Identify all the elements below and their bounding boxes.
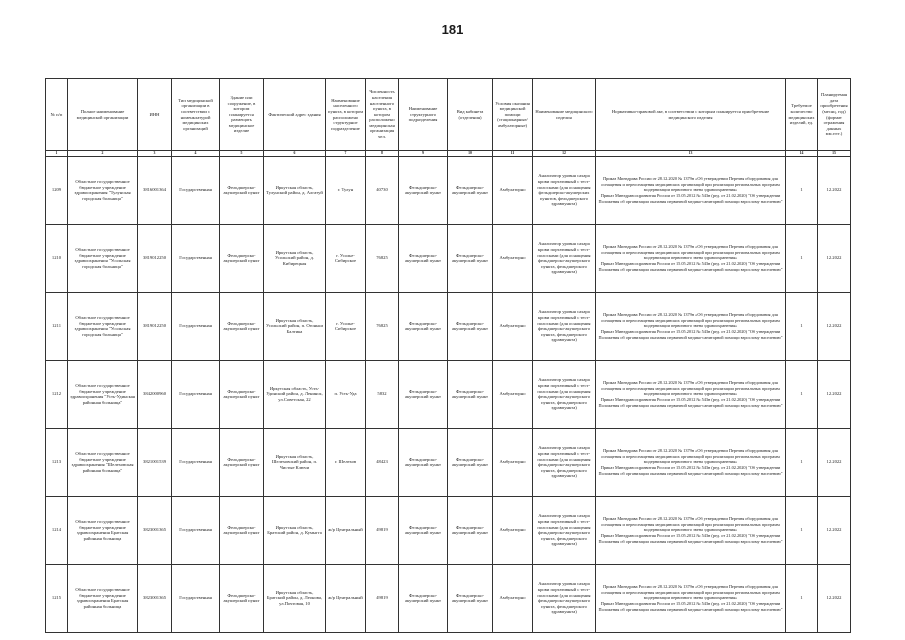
row-number: 1214 bbox=[46, 496, 68, 564]
purchase-date-cell: 12.2022 bbox=[818, 496, 851, 564]
settlement-cell: г. Усолье-Сибирское bbox=[326, 292, 366, 360]
legal-act-line: Приказ Минздрава России от 28.12.2020 № 1379н «Об утверждении Перечня оборудования для оснащения и переоснащения медицинских организаций при реализации региональных программ модернизации первичного звена здравоохранения» bbox=[601, 312, 780, 329]
legal-act-line: Приказ Минздрава России от 28.12.2020 № 1379н «Об утверждении Перечня оборудования для оснащения и переоснащения медицинских организаций при реализации региональных программ модернизации первичного звена здравоохранения» bbox=[601, 380, 780, 397]
legal-act-cell bbox=[596, 224, 786, 292]
legal-act-cell bbox=[596, 564, 786, 632]
quantity-cell: 1 bbox=[786, 360, 818, 428]
building-cell: Фельдшерско-акушерский пункт bbox=[220, 224, 264, 292]
column-header: Вид кабинета (отделения) bbox=[448, 79, 493, 151]
legal-act-line: Приказ Минздрава России от 28.12.2020 № 1379н «Об утверждении Перечня оборудования для оснащения и переоснащения медицинских организаций при реализации региональных программ модернизации первичного звена здравоохранения» bbox=[601, 448, 780, 465]
cabinet-cell: Фельдшерско-акушерский пункт bbox=[448, 224, 493, 292]
column-header: Наименование структурного подразделения bbox=[399, 79, 448, 151]
column-number: 10 bbox=[448, 151, 493, 157]
column-number: 3 bbox=[138, 151, 172, 157]
header-row bbox=[46, 79, 851, 151]
quantity-cell: 1 bbox=[786, 428, 818, 496]
table-row bbox=[46, 224, 851, 292]
settlement-cell: г. Шелехов bbox=[326, 428, 366, 496]
address-cell: Иркутская область, Тулунский район, д. Алгатуй bbox=[264, 156, 326, 224]
legal-act-line: Приказ Минздравсоцразвития России от 15.05.2012 № 543н (ред. от 21.02.2020) "Об утверждении Положения об организации оказания первичной медико-санитарной помощи взрослому населению" bbox=[598, 193, 783, 204]
conditions-cell: Амбулаторно bbox=[493, 224, 533, 292]
legal-act-line: Приказ Минздрава России от 28.12.2020 № 1379н «Об утверждении Перечня оборудования для оснащения и переоснащения медицинских организаций при реализации региональных программ модернизации первичного звена здравоохранения» bbox=[601, 584, 780, 601]
device-cell: Анализатор уровня сахара крови портативный с тест-полосками (для оснащения фельдшерско-акушерского пункта, фельдшерского здравпункта) bbox=[533, 360, 596, 428]
organization-type: Государственная bbox=[172, 156, 220, 224]
unit-cell: Фельдшерско-акушерский пункт bbox=[399, 156, 448, 224]
inn-cell: 3819012250 bbox=[138, 224, 172, 292]
conditions-cell: Амбулаторно bbox=[493, 428, 533, 496]
legal-act-line: Приказ Минздравсоцразвития России от 15.05.2012 № 543н (ред. от 21.02.2020) "Об утверждении Положения об организации оказания первичной медико-санитарной помощи взрослому населению" bbox=[598, 465, 783, 476]
legal-act-cell bbox=[596, 496, 786, 564]
table-row bbox=[46, 156, 851, 224]
legal-act-cell bbox=[596, 428, 786, 496]
cabinet-cell: Фельдшерско-акушерский пункт bbox=[448, 496, 493, 564]
population-cell: 76825 bbox=[366, 292, 399, 360]
column-header: № п/п bbox=[46, 79, 68, 151]
device-cell: Анализатор уровня сахара крови портативный с тест-полосками (для оснащения фельдшерско-акушерского пункта, фельдшерского здравпункта) bbox=[533, 428, 596, 496]
column-number: 1 bbox=[46, 151, 68, 157]
address-cell: Иркутская область, Шелеховский район, п. Чистые Ключи bbox=[264, 428, 326, 496]
column-header: Здание или сооружение, в котором планируется размещать медицинское изделие bbox=[220, 79, 264, 151]
legal-act-cell bbox=[596, 156, 786, 224]
unit-cell: Фельдшерско-акушерский пункт bbox=[399, 428, 448, 496]
building-cell: Фельдшерско-акушерский пункт bbox=[220, 428, 264, 496]
quantity-cell: 1 bbox=[786, 564, 818, 632]
organization-type: Государственная bbox=[172, 428, 220, 496]
organization-type: Государственная bbox=[172, 360, 220, 428]
building-cell: Фельдшерско-акушерский пункт bbox=[220, 156, 264, 224]
column-number: 11 bbox=[493, 151, 533, 157]
population-cell: 48423 bbox=[366, 428, 399, 496]
device-cell: Анализатор уровня сахара крови портативный с тест-полосками (для оснащения фельдшерско-акушерского пункта, фельдшерского здравпункта) bbox=[533, 496, 596, 564]
cabinet-cell: Фельдшерско-акушерский пункт bbox=[448, 292, 493, 360]
column-number: 9 bbox=[399, 151, 448, 157]
cabinet-cell: Фельдшерско-акушерский пункт bbox=[448, 428, 493, 496]
population-cell: 5832 bbox=[366, 360, 399, 428]
device-cell: Анализатор уровня сахара крови портативный с тест-полосками (для оснащения фельдшерско-акушерского пункта, фельдшерского здравпункта) bbox=[533, 224, 596, 292]
legal-act-line: Приказ Минздравсоцразвития России от 15.05.2012 № 543н (ред. от 21.02.2020) "Об утверждении Положения об организации оказания первичной медико-санитарной помощи взрослому населению" bbox=[598, 533, 783, 544]
quantity-cell: 1 bbox=[786, 156, 818, 224]
legal-act-cell bbox=[596, 360, 786, 428]
settlement-cell: ж/р Центральный bbox=[326, 564, 366, 632]
organization-type: Государственная bbox=[172, 224, 220, 292]
settlement-cell: п. Усть-Уда bbox=[326, 360, 366, 428]
organization-name: Областное государственное бюджетное учреждение здравоохранения Братская районная больница bbox=[68, 496, 138, 564]
organization-name: Областное государственное бюджетное учреждение здравоохранения "Усть-Удинская районная больница" bbox=[68, 360, 138, 428]
conditions-cell: Амбулаторно bbox=[493, 156, 533, 224]
column-header: Планируемая дата приобретения (месяц, год) (формат отражения данных мм.гггг.) bbox=[818, 79, 851, 151]
unit-cell: Фельдшерско-акушерский пункт bbox=[399, 360, 448, 428]
address-cell: Иркутская область, Усольский район, п. Огоньки Балтика bbox=[264, 292, 326, 360]
column-number: 14 bbox=[786, 151, 818, 157]
column-header: Полное наименование медицинской организации bbox=[68, 79, 138, 151]
column-number: 15 bbox=[818, 151, 851, 157]
quantity-cell: 1 bbox=[786, 292, 818, 360]
table-body bbox=[46, 156, 851, 632]
legal-act-line: Приказ Минздрава России от 28.12.2020 № 1379н «Об утверждении Перечня оборудования для оснащения и переоснащения медицинских организаций при реализации региональных программ модернизации первичного звена здравоохранения» bbox=[601, 176, 780, 193]
cabinet-cell: Фельдшерско-акушерский пункт bbox=[448, 156, 493, 224]
inn-cell: 3823001365 bbox=[138, 564, 172, 632]
quantity-cell: 1 bbox=[786, 496, 818, 564]
row-number: 1210 bbox=[46, 224, 68, 292]
inn-cell: 3821001539 bbox=[138, 428, 172, 496]
legal-act-line: Приказ Минздравсоцразвития России от 15.05.2012 № 543н (ред. от 21.02.2020) "Об утверждении Положения об организации оказания первичной медико-санитарной помощи взрослому населению" bbox=[598, 601, 783, 612]
unit-cell: Фельдшерско-акушерский пункт bbox=[399, 292, 448, 360]
column-number: 13 bbox=[596, 151, 786, 157]
address-cell: Иркутская область, Усольский район, д. Кибирецкая bbox=[264, 224, 326, 292]
cabinet-cell: Фельдшерско-акушерский пункт bbox=[448, 360, 493, 428]
medical-equipment-table bbox=[45, 78, 851, 633]
organization-name: Областное государственное бюджетное учреждение здравоохранения "Усольская городская больница" bbox=[68, 224, 138, 292]
unit-cell: Фельдшерско-акушерский пункт bbox=[399, 224, 448, 292]
column-number: 7 bbox=[326, 151, 366, 157]
quantity-cell: 1 bbox=[786, 224, 818, 292]
population-cell: 76825 bbox=[366, 224, 399, 292]
address-cell: Иркутская область, Братский район, д. Леонова, ул.Почтовая, 10 bbox=[264, 564, 326, 632]
column-header: Требуемое количество медицинских изделий, ед. bbox=[786, 79, 818, 151]
column-number: 2 bbox=[68, 151, 138, 157]
cabinet-cell: Фельдшерско-акушерский пункт bbox=[448, 564, 493, 632]
column-number: 6 bbox=[264, 151, 326, 157]
table-row bbox=[46, 564, 851, 632]
device-cell: Анализатор уровня сахара крови портативный с тест-полосками (для оснащения фельдшерско-акушерских пунктов, фельдшерского здравпункта) bbox=[533, 156, 596, 224]
building-cell: Фельдшерско-акушерский пункт bbox=[220, 564, 264, 632]
column-header: Наименование медицинского изделия bbox=[533, 79, 596, 151]
column-header: ИНН bbox=[138, 79, 172, 151]
device-cell: Анализатор уровня сахара крови портативный с тест-полосками (для оснащения фельдшерско-акушерского пункта, фельдшерского здравпункта) bbox=[533, 292, 596, 360]
column-header: Нормативно-правовой акт, в соответствии с которым планируется приобретение медицинского изделия bbox=[596, 79, 786, 151]
page-number: 181 bbox=[441, 22, 464, 37]
settlement-cell: г. Тулун bbox=[326, 156, 366, 224]
column-number: 5 bbox=[220, 151, 264, 157]
purchase-date-cell: 12.2022 bbox=[818, 292, 851, 360]
column-header: Фактический адрес здания bbox=[264, 79, 326, 151]
row-number: 1209 bbox=[46, 156, 68, 224]
population-cell: 40730 bbox=[366, 156, 399, 224]
organization-name: Областное государственное бюджетное учреждение здравоохранения "Усольская городская больница" bbox=[68, 292, 138, 360]
row-number: 1213 bbox=[46, 428, 68, 496]
population-cell: 49819 bbox=[366, 564, 399, 632]
purchase-date-cell: 12.2022 bbox=[818, 564, 851, 632]
legal-act-cell bbox=[596, 292, 786, 360]
settlement-cell: г. Усолье-Сибирское bbox=[326, 224, 366, 292]
inn-cell: 3819012250 bbox=[138, 292, 172, 360]
column-number: 8 bbox=[366, 151, 399, 157]
column-header: Наименование населенного пункта, в котором расположено структурное подразделение bbox=[326, 79, 366, 151]
inn-cell: 3842000960 bbox=[138, 360, 172, 428]
legal-act-line: Приказ Минздрава России от 28.12.2020 № 1379н «Об утверждении Перечня оборудования для оснащения и переоснащения медицинских организаций при реализации региональных программ модернизации первичного звена здравоохранения» bbox=[601, 244, 780, 261]
inn-cell: 3816001364 bbox=[138, 156, 172, 224]
organization-type: Государственная bbox=[172, 564, 220, 632]
organization-name: Областное государственное бюджетное учреждение здравоохранения "Тулунская городская больница" bbox=[68, 156, 138, 224]
conditions-cell: Амбулаторно bbox=[493, 564, 533, 632]
unit-cell: Фельдшерско-акушерский пункт bbox=[399, 564, 448, 632]
legal-act-line: Приказ Минздравсоцразвития России от 15.05.2012 № 543н (ред. от 21.02.2020) "Об утверждении Положения об организации оказания первичной медико-санитарной помощи взрослому населению" bbox=[598, 397, 783, 408]
conditions-cell: Амбулаторно bbox=[493, 360, 533, 428]
address-cell: Иркутская область, Усть-Удинский район, д. Ленинск, ул.Советская, 22 bbox=[264, 360, 326, 428]
table-row bbox=[46, 360, 851, 428]
building-cell: Фельдшерско-акушерский пункт bbox=[220, 360, 264, 428]
settlement-cell: ж/р Центральный bbox=[326, 496, 366, 564]
legal-act-line: Приказ Минздравсоцразвития России от 15.05.2012 № 543н (ред. от 21.02.2020) "Об утверждении Положения об организации оказания первичной медико-санитарной помощи взрослому населению" bbox=[598, 329, 783, 340]
organization-name: Областное государственное бюджетное учреждение здравоохранения "Шелеховская районная больница" bbox=[68, 428, 138, 496]
column-number: 4 bbox=[172, 151, 220, 157]
purchase-date-cell: 12.2022 bbox=[818, 428, 851, 496]
inn-cell: 3823001365 bbox=[138, 496, 172, 564]
conditions-cell: Амбулаторно bbox=[493, 292, 533, 360]
purchase-date-cell: 12.2022 bbox=[818, 360, 851, 428]
organization-type: Государственная bbox=[172, 496, 220, 564]
building-cell: Фельдшерско-акушерский пункт bbox=[220, 292, 264, 360]
column-header: Тип медицинской организации в соответствии с номенклатурой медицинских организаций bbox=[172, 79, 220, 151]
table-row bbox=[46, 292, 851, 360]
legal-act-line: Приказ Минздрава России от 28.12.2020 № 1379н «Об утверждении Перечня оборудования для оснащения и переоснащения медицинских организаций при реализации региональных программ модернизации первичного звена здравоохранения» bbox=[601, 516, 780, 533]
column-header: Численность населения населенного пункта, в котором расположено медицинская организация чел. bbox=[366, 79, 399, 151]
unit-cell: Фельдшерско-акушерский пункт bbox=[399, 496, 448, 564]
purchase-date-cell: 12.2022 bbox=[818, 156, 851, 224]
organization-type: Государственная bbox=[172, 292, 220, 360]
building-cell: Фельдшерско-акушерский пункт bbox=[220, 496, 264, 564]
address-cell: Иркутская область, Братский район, д. Кумыгга bbox=[264, 496, 326, 564]
organization-name: Областное государственное бюджетное учреждение здравоохранения Братская районная больница bbox=[68, 564, 138, 632]
column-header: Условия оказания медицинской помощи (стационарные/амбулаторные) bbox=[493, 79, 533, 151]
table-row bbox=[46, 428, 851, 496]
row-number: 1212 bbox=[46, 360, 68, 428]
conditions-cell: Амбулаторно bbox=[493, 496, 533, 564]
purchase-date-cell: 12.2022 bbox=[818, 224, 851, 292]
device-cell: Анализатор уровня сахара крови портативный с тест-полосками (для оснащения фельдшерско-акушерского пункта, фельдшерского здравпункта) bbox=[533, 564, 596, 632]
row-number: 1215 bbox=[46, 564, 68, 632]
population-cell: 49819 bbox=[366, 496, 399, 564]
row-number: 1211 bbox=[46, 292, 68, 360]
legal-act-line: Приказ Минздравсоцразвития России от 15.05.2012 № 543н (ред. от 21.02.2020) "Об утверждении Положения об организации оказания первичной медико-санитарной помощи взрослому населению" bbox=[598, 261, 783, 272]
table-row bbox=[46, 496, 851, 564]
column-number: 12 bbox=[533, 151, 596, 157]
